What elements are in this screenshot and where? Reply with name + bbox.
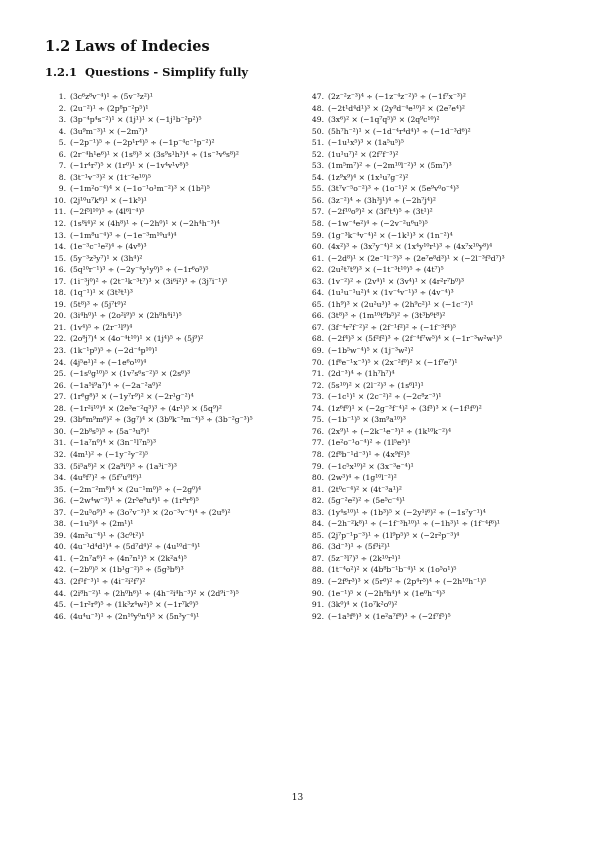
question-number: 67. <box>311 322 324 332</box>
question-number: 28. <box>53 403 66 413</box>
question-number: 58. <box>311 219 324 229</box>
question-expression: (1e⁻³c⁻¹e²)⁴ ÷ (4v⁸)³ <box>70 242 147 252</box>
question-item <box>302 507 562 519</box>
question-number: 45. <box>53 600 66 610</box>
question-item <box>302 391 562 403</box>
question-item <box>302 310 562 322</box>
question-expression: (2z⁻²z⁻³)⁴ ÷ (−1z⁻⁴z⁻²)⁵ ÷ (−1f⁷x⁻³)² <box>328 92 466 101</box>
question-item <box>302 461 562 473</box>
question-item <box>44 218 302 230</box>
question-number: 46. <box>53 611 66 621</box>
question-number: 52. <box>311 149 324 159</box>
question-number: 53. <box>311 161 324 171</box>
question-expression: (−2p⁻¹)⁵ ÷ (−2p¹r⁴)⁵ ÷ (−1p⁻⁴c⁻¹p⁻²)² <box>70 138 215 148</box>
question-expression: (1y⁴s¹⁰)¹ ÷ (1b³)⁵ × (−2y¹i⁶)² ÷ (−1s⁷y⁻¹)⁴ <box>328 507 486 517</box>
question-number: 22. <box>53 334 66 344</box>
question-number: 48. <box>311 103 324 113</box>
question-item <box>44 414 302 426</box>
question-item <box>302 380 562 392</box>
question-item <box>302 588 562 600</box>
subsection-title <box>45 65 248 79</box>
question-item <box>44 276 302 288</box>
question-item <box>302 414 562 426</box>
question-number: 72. <box>311 380 324 390</box>
question-number: 55. <box>311 184 324 194</box>
question-number: 85. <box>311 530 324 540</box>
question-item <box>44 530 302 542</box>
question-expression: (1m⁵m⁷)² ÷ (−2m¹⁰l⁻²)³ × (5m⁷)³ <box>328 161 452 171</box>
question-expression: (−1m⁸u⁻⁴)³ ÷ (−1e⁻³m¹⁰u⁴)⁴ <box>70 230 177 240</box>
question-expression: (3d⁻³)¹ ÷ (5f³i²)¹ <box>328 542 391 552</box>
question-number: 1. <box>58 92 66 101</box>
question-expression: (1t⁻⁴o²)² × (4b⁸b⁻¹b⁻⁴)¹ × (1o⁵o¹)⁵ <box>328 565 457 575</box>
question-number: 30. <box>53 426 66 436</box>
question-expression: (2w³)⁴ ÷ (1g¹⁰l⁻²)² <box>328 473 397 483</box>
question-number: 33. <box>53 461 66 471</box>
question-number: 5. <box>58 138 66 148</box>
question-expression: (3c⁶z⁸v⁻⁴)¹ ÷ (5v⁻³z²)¹ <box>70 92 153 101</box>
question-item <box>44 449 302 461</box>
question-number: 65. <box>311 299 324 309</box>
question-number: 88. <box>311 565 324 575</box>
question-item <box>44 403 302 415</box>
question-number: 57. <box>311 207 324 217</box>
question-number: 10. <box>53 195 66 205</box>
question-expression: (3t⁻¹v⁻³)² × (1t⁻²e¹⁰)⁵ <box>70 172 151 182</box>
question-item <box>44 611 302 623</box>
question-expression: (1u¹u⁷)² × (2f⁷f⁻³)² <box>328 149 399 159</box>
question-number: 12. <box>53 219 66 229</box>
question-expression: (−1a⁵f⁶)³ × (1e²a⁷f⁸)³ ÷ (−2f⁷f⁵)⁵ <box>328 611 451 621</box>
question-item <box>302 230 562 242</box>
question-item <box>44 160 302 172</box>
question-item <box>302 91 562 103</box>
question-number: 23. <box>53 346 66 356</box>
question-expression: (−1a⁵i⁹a⁷)⁴ ÷ (−2a⁻²a⁰)² <box>70 380 162 390</box>
question-expression: (−2t¹d⁴d¹)³ × (2y⁹d⁻⁴e¹⁰)² × (2e⁷e⁴)² <box>328 103 465 113</box>
question-expression: (−2w⁴w⁻³)¹ ÷ (2r⁵e⁹u⁴)¹ ÷ (1r⁸r⁸)⁵ <box>70 496 199 506</box>
question-expression: (1e⁻¹)⁵ × (−2h⁸h⁴)⁴ × (1e⁰h⁻⁴)³ <box>328 588 446 598</box>
question-number: 78. <box>311 449 324 459</box>
question-expression: (3x⁶)² × (−1q⁷q⁵)⁵ × (2q⁹c¹⁰)² <box>328 115 440 125</box>
question-expression: (−1m²o⁻⁴)⁴ × (−1o⁻¹o¹m⁻²)³ × (1b²)⁵ <box>70 184 210 194</box>
question-item <box>302 495 562 507</box>
question-number: 38. <box>53 519 66 529</box>
question-expression: (4u⁻¹d⁴d¹)⁴ ÷ (5d⁷d⁴)² ÷ (4u¹⁰d⁻⁴)¹ <box>70 542 201 552</box>
question-number: 26. <box>53 380 66 390</box>
question-expression: (1z⁹x⁹)⁴ × (1x¹u⁷g⁻²)² <box>328 172 409 182</box>
question-expression: (1u¹u⁻¹u²)⁴ × (1v⁻⁴v⁻¹)³ ÷ (4v⁻⁴)³ <box>328 288 454 298</box>
question-expression: (−2b⁰)⁵ × (1b¹g⁻²)⁵ ÷ (5g³b⁸)³ <box>70 565 184 575</box>
page-number: 13 <box>291 793 304 803</box>
question-number: 92. <box>311 611 324 621</box>
question-number: 44. <box>53 588 66 598</box>
question-number: 15. <box>53 253 66 263</box>
question-number: 14. <box>53 242 66 252</box>
question-expression: (5g⁻²e²)² ÷ (5e⁵c⁻⁴)¹ <box>328 496 406 506</box>
question-item <box>302 333 562 345</box>
question-item <box>302 553 562 565</box>
question-item <box>44 206 302 218</box>
question-expression: (−1b⁵w⁻⁴)⁵ × (1j⁻³w²)² <box>328 346 414 356</box>
question-number: 49. <box>311 115 324 125</box>
question-expression: (3k⁰)⁴ × (1o⁷k²o⁰)² <box>328 600 398 610</box>
question-number: 43. <box>53 576 66 586</box>
question-number: 68. <box>311 334 324 344</box>
question-item <box>44 137 302 149</box>
question-expression: (4x²)³ ÷ (3x⁷y⁻⁴)² × (1x⁴y¹⁰r¹)³ ÷ (4x⁷x¹⁰y⁸)⁴ <box>328 242 493 252</box>
question-number: 37. <box>53 507 66 517</box>
question-expression: (−2f⁴)³ × (5f²f²)³ ÷ (2f⁻⁴f⁷w⁵)⁴ × (−1r⁻³w²w¹)⁵ <box>328 334 503 344</box>
question-expression: (−1s⁰g¹⁰)⁵ × (1v⁷s⁶s⁻²)⁵ × (2s⁶)³ <box>70 369 191 379</box>
question-number: 42. <box>53 565 66 575</box>
question-number: 83. <box>311 507 324 517</box>
question-item <box>302 541 562 553</box>
question-item <box>44 472 302 484</box>
question-expression: (−1u¹x⁵)³ × (1a⁵u⁵)⁵ <box>328 138 404 148</box>
question-expression: (1z⁶f⁰)¹ × (−2g⁻³f⁻⁴)² ÷ (3f³)³ × (−1f¹f⁰)² <box>328 403 482 413</box>
question-list-left <box>44 91 302 622</box>
question-number: 63. <box>311 276 324 286</box>
question-item <box>302 403 562 415</box>
question-expression: (4m²u⁻⁴)¹ ÷ (3c⁰t²)¹ <box>70 530 145 540</box>
question-expression: (1s⁸i⁴)² × (4h⁸)¹ ÷ (−2h⁰)¹ × (−2h⁴h⁻³)⁴ <box>70 219 220 229</box>
question-item <box>44 495 302 507</box>
question-expression: (3u⁹m⁻³)¹ × (−2m⁷)³ <box>70 126 148 136</box>
question-number: 73. <box>311 392 324 402</box>
question-number: 36. <box>53 496 66 506</box>
question-expression: (−1r⁴r⁷)⁵ × (1r⁰)¹ × (−1v⁴v¹v⁸)⁵ <box>70 161 189 171</box>
question-expression: (−2n⁷a⁶)² ÷ (4n⁷n¹)⁵ × (2k²a⁴)⁵ <box>70 553 187 563</box>
question-expression: (−1w⁻⁴e²)⁴ ÷ (−2v⁻²u⁶u⁵)⁵ <box>328 219 428 229</box>
question-expression: (−1b⁻¹)⁵ × (3m⁹a¹⁰)³ <box>328 415 406 425</box>
question-number: 19. <box>53 299 66 309</box>
question-item <box>44 553 302 565</box>
question-item <box>44 126 302 138</box>
question-expression: (2x⁹)¹ ÷ (−2k⁻¹e⁻³)² ÷ (1k¹⁰k⁻²)⁴ <box>328 426 452 436</box>
question-number: 24. <box>53 357 66 367</box>
question-number: 61. <box>311 253 324 263</box>
question-item <box>44 518 302 530</box>
question-number: 66. <box>311 311 324 321</box>
question-number: 7. <box>58 161 66 171</box>
question-expression: (4m¹)² ÷ (−1y⁻²y⁻²)⁵ <box>70 449 149 459</box>
question-item <box>44 322 302 334</box>
question-item <box>302 299 562 311</box>
question-item <box>302 241 562 253</box>
question-number: 79. <box>311 461 324 471</box>
question-number: 74. <box>311 403 324 413</box>
question-expression: (−2h⁻²k⁸)¹ ÷ (−1f⁻³h¹⁰)¹ ÷ (−1h³)¹ ÷ (1f⁻⁴f⁶)¹ <box>328 519 500 529</box>
question-item <box>302 449 562 461</box>
question-item <box>44 599 302 611</box>
question-expression: (5s¹⁰)² × (2l⁻²)³ ÷ (1s⁶l¹)¹ <box>328 380 424 390</box>
question-item <box>302 276 562 288</box>
question-item <box>302 183 562 195</box>
question-number: 91. <box>311 600 324 610</box>
question-number: 54. <box>311 172 324 182</box>
question-item <box>44 391 302 403</box>
question-item <box>302 576 562 588</box>
question-expression: (1f⁶e⁻¹x⁻³)⁵ × (2x⁻²f⁰)² × (−1f⁷e⁷)¹ <box>328 357 458 367</box>
question-expression: (1v⁴)⁵ ÷ (2r⁻¹l⁹)⁴ <box>70 322 133 332</box>
question-expression: (5y⁻³z³y⁷)¹ × (3h⁴)² <box>70 253 143 263</box>
question-item <box>44 114 302 126</box>
question-item <box>302 564 562 576</box>
question-item <box>44 149 302 161</box>
question-expression: (1e²o⁻¹o⁻⁴)² ÷ (1l⁵e⁵)¹ <box>328 438 411 448</box>
question-number: 39. <box>53 530 66 540</box>
question-number: 3. <box>58 115 66 125</box>
question-item <box>44 287 302 299</box>
question-expression: (1r⁶g⁸)³ × (−1y⁷r⁹)² × (−2r¹g⁻²)⁴ <box>70 392 194 402</box>
question-item <box>302 518 562 530</box>
question-item <box>44 91 302 103</box>
question-expression: (−2b⁸s⁵)⁵ ÷ (5a⁻³u⁹)¹ <box>70 426 150 436</box>
question-expression: (2u²t⁷t⁹)³ × (−1t⁻³t¹⁰)⁵ ÷ (4t⁷)⁵ <box>328 265 444 275</box>
question-number: 6. <box>58 149 66 159</box>
question-expression: (−1r²r⁹)⁵ ÷ (1k³z⁴w²)⁵ × (−1r⁷k⁰)⁵ <box>70 600 199 610</box>
question-number: 64. <box>311 288 324 298</box>
question-item <box>302 149 562 161</box>
question-item <box>44 172 302 184</box>
question-number: 21. <box>53 322 66 332</box>
question-item <box>44 299 302 311</box>
question-number: 82. <box>311 496 324 506</box>
question-item <box>302 206 562 218</box>
question-list-right <box>302 91 562 622</box>
question-expression: (2f⁸b⁻¹d⁻³)¹ ÷ (4x⁹f²)⁵ <box>328 449 410 459</box>
question-expression: (1h⁹)³ × (2u²u³)³ ÷ (2h⁹c²)¹ × (−1c⁻²)¹ <box>328 299 474 309</box>
question-item <box>302 345 562 357</box>
question-number: 31. <box>53 438 66 448</box>
question-item <box>302 611 562 623</box>
question-item <box>44 368 302 380</box>
question-number: 62. <box>311 265 324 275</box>
question-item <box>44 588 302 600</box>
question-expression: (−2f⁶r³)³ × (5r⁰)² ÷ (2p⁴r⁵)⁴ ÷ (−2h¹⁰h⁻¹)⁵ <box>328 576 487 586</box>
question-expression: (−1c¹)¹ × (2c⁻²)² ÷ (−2c⁸z⁻³)¹ <box>328 392 442 402</box>
question-item <box>302 599 562 611</box>
question-expression: (1g⁻³k⁻⁴v⁻⁴)² × (−1k¹)³ × (1n⁻²)⁴ <box>328 230 453 240</box>
question-item <box>44 426 302 438</box>
question-expression: (2t⁰c⁻⁴)² × (4t⁻³a¹)² <box>328 484 402 494</box>
question-expression: (4u⁸f⁷)² ÷ (5f⁷u⁰l⁶)¹ <box>70 473 142 483</box>
question-expression: (3t⁸)³ ÷ (1m¹⁰t⁹b⁵)² ÷ (3t³b⁶t⁸)² <box>328 311 446 321</box>
question-number: 69. <box>311 346 324 356</box>
question-expression: (2f¹f⁻³)¹ ÷ (4i⁻²i²f⁷)² <box>70 576 146 586</box>
question-item <box>302 114 562 126</box>
question-number: 81. <box>311 484 324 494</box>
question-item <box>302 103 562 115</box>
question-item <box>44 230 302 242</box>
question-number: 9. <box>58 184 66 194</box>
question-number: 11. <box>53 207 66 217</box>
question-item <box>302 137 562 149</box>
question-expression: (−1r²i¹⁰)⁴ × (2e³e⁻²q³)³ ÷ (4r¹)⁵ × (5q⁹)² <box>70 403 222 413</box>
question-number: 20. <box>53 311 66 321</box>
question-expression: (2d⁻³)⁴ ÷ (1h⁷h⁷)⁴ <box>328 369 395 379</box>
question-expression: (2j¹⁰u⁷k⁶)¹ × (−1k⁵)¹ <box>70 195 147 205</box>
question-expression: (5z⁻³l⁷)³ ÷ (2k¹⁰r¹)¹ <box>328 553 401 563</box>
question-expression: (5t⁸)³ ÷ (5j⁷t⁰)² <box>70 299 127 309</box>
question-item <box>302 195 562 207</box>
question-number: 56. <box>311 195 324 205</box>
question-number: 4. <box>58 126 66 136</box>
question-item <box>44 103 302 115</box>
question-item <box>302 426 562 438</box>
question-item <box>44 437 302 449</box>
question-expression: (2u⁻²)¹ ÷ (2p⁸p⁻²p⁵)¹ <box>70 103 149 113</box>
question-number: 29. <box>53 415 66 425</box>
question-item <box>302 160 562 172</box>
question-expression: (2o⁸j⁷)⁴ × (4o⁻⁴t¹⁰)¹ × (1j⁴)⁵ ÷ (5j⁹)² <box>70 334 204 344</box>
question-number: 75. <box>311 415 324 425</box>
question-expression: (−2f⁵l¹⁰)⁵ ÷ (4l⁶l⁻⁴)⁵ <box>70 207 145 217</box>
question-number: 47. <box>311 92 324 101</box>
question-item <box>44 380 302 392</box>
question-number: 50. <box>311 126 324 136</box>
question-number: 76. <box>311 426 324 436</box>
question-expression: (3f⁻⁴r⁷f⁻²)² ÷ (2f⁻¹f²)² ÷ (−1f⁻³f⁴)⁵ <box>328 322 456 332</box>
question-item <box>302 253 562 265</box>
question-number: 51. <box>311 138 324 148</box>
question-item <box>302 530 562 542</box>
question-number: 59. <box>311 230 324 240</box>
question-expression: (−2m⁻²m⁸)⁴ × (2u⁻¹m⁰)⁵ ÷ (−2g⁰)⁴ <box>70 484 202 494</box>
question-item <box>302 322 562 334</box>
question-expression: (4j⁵e¹)² ÷ (−1e⁶o¹⁰)⁴ <box>70 357 147 367</box>
question-expression: (3z⁻²)⁴ ÷ (3h³j¹)⁴ ÷ (−2h⁷j⁴)² <box>328 195 436 205</box>
question-item <box>44 183 302 195</box>
question-item <box>302 472 562 484</box>
question-number: 80. <box>311 473 324 483</box>
question-expression: (5q¹⁰r⁻¹)³ ÷ (−2y⁻⁴y¹y⁰)⁵ ÷ (−1r⁶o⁵)⁵ <box>70 265 209 275</box>
question-expression: (−2f¹⁰o⁹)² × (3f⁷t⁴)⁵ ÷ (3t¹)² <box>328 207 433 217</box>
question-item <box>44 310 302 322</box>
question-number: 16. <box>53 265 66 275</box>
question-number: 70. <box>311 357 324 367</box>
question-item <box>302 264 562 276</box>
question-number: 40. <box>53 542 66 552</box>
question-item <box>302 218 562 230</box>
question-expression: (3t⁷v⁻⁵o⁻²)³ ÷ (1o⁻¹)² × (5e⁹v⁰o⁻⁴)³ <box>328 184 459 194</box>
question-item <box>44 541 302 553</box>
question-number: 89. <box>311 576 324 586</box>
question-number: 41. <box>53 553 66 563</box>
section-number: 1.2 <box>45 38 71 55</box>
question-item <box>44 357 302 369</box>
question-item <box>44 345 302 357</box>
question-item <box>302 357 562 369</box>
subsection-title-text: Questions - Simplify fully <box>85 65 249 79</box>
question-number: 34. <box>53 473 66 483</box>
question-number: 13. <box>53 230 66 240</box>
question-expression: (−1c⁵x¹⁰)² × (3x⁻³e⁻⁴)¹ <box>328 461 414 471</box>
question-number: 84. <box>311 519 324 529</box>
question-number: 87. <box>311 553 324 563</box>
question-number: 8. <box>58 172 66 182</box>
question-item <box>44 484 302 496</box>
question-item <box>302 287 562 299</box>
question-number: 86. <box>311 542 324 552</box>
question-expression: (2i⁸h⁻²)¹ ÷ (2h⁰h⁶)¹ ÷ (4h⁻²i⁴h⁻³)² × (2d⁹i⁻³)⁵ <box>70 588 239 598</box>
question-item <box>44 333 302 345</box>
question-item <box>302 126 562 138</box>
question-item <box>44 264 302 276</box>
question-item <box>302 172 562 184</box>
question-expression: (3i⁴h⁰)¹ ÷ (2o²i⁹)⁵ × (2h⁸h⁴i¹)⁵ <box>70 311 182 321</box>
question-number: 90. <box>311 588 324 598</box>
question-number: 77. <box>311 438 324 448</box>
question-number: 27. <box>53 392 66 402</box>
question-item <box>44 195 302 207</box>
question-number: 32. <box>53 449 66 459</box>
question-expression: (1q⁻¹)¹ × (3t³t¹)³ <box>70 288 133 298</box>
question-number: 71. <box>311 369 324 379</box>
question-expression: (2j⁷p⁻¹p⁻³)¹ ÷ (1l⁹p⁵)⁵ × (−2r²p⁻³)⁴ <box>328 530 460 540</box>
question-item <box>44 461 302 473</box>
question-number: 18. <box>53 288 66 298</box>
question-item <box>44 564 302 576</box>
subsection-number: 1.2.1 <box>45 65 78 79</box>
question-item <box>44 576 302 588</box>
question-item <box>302 368 562 380</box>
question-expression: (3b⁶m⁹m⁶)² ÷ (3g⁷)⁴ × (3b⁰k⁻³m⁻⁴)³ ÷ (3b⁻²g⁻³)⁵ <box>70 415 253 425</box>
question-item <box>44 253 302 265</box>
question-number: 2. <box>58 103 66 113</box>
question-number: 60. <box>311 242 324 252</box>
section-title <box>45 38 210 55</box>
question-item <box>302 437 562 449</box>
question-expression: (−2d⁸)¹ × (2e⁻¹l⁻³)³ ÷ (2e⁷e⁸d³)¹ × (−2l⁻³f³d⁷)³ <box>328 253 505 263</box>
question-number: 25. <box>53 369 66 379</box>
question-expression: (1k⁻¹p⁵)⁵ ÷ (−2d⁻⁴p¹⁰)¹ <box>70 346 158 356</box>
section-title-text: Laws of Indecies <box>75 38 210 55</box>
question-expression: (4u⁴u⁻³)¹ ÷ (2n¹⁰y⁰n⁴)³ × (5n³y⁻⁴)¹ <box>70 611 200 621</box>
question-expression: (5i⁵a⁸)² × (2a⁹i⁰)³ ÷ (1a³i⁻³)³ <box>70 461 177 471</box>
question-item <box>44 241 302 253</box>
question-expression: (1i⁻³j⁰)² ÷ (2t⁻¹k⁻³t⁷)³ × (3i⁶i²)³ ÷ (3j⁷i⁻¹)⁵ <box>70 276 228 286</box>
question-expression: (−2u⁵o⁹)³ ÷ (3o⁷v⁻³)³ × (2o⁻³v⁻⁴)⁴ ÷ (2u⁸)² <box>70 507 231 517</box>
question-item <box>44 507 302 519</box>
question-expression: (5h⁷h⁻²)¹ × (−1d⁻⁴r⁴d⁴)³ ÷ (−1d⁻³d⁶)² <box>328 126 471 136</box>
question-expression: (2r⁻⁴h¹e⁶)¹ × (1s⁸)³ × (3s⁹s¹h³)⁴ ÷ (1s⁻³v⁶s⁸)² <box>70 149 239 159</box>
question-expression: (−1u³)⁴ ÷ (2m¹)¹ <box>70 519 134 529</box>
question-expression: (3p⁻⁴p⁴s⁻²)¹ × (1j¹)¹ × (−1j¹b⁻²p²)⁵ <box>70 115 202 125</box>
question-number: 17. <box>53 276 66 286</box>
question-number: 35. <box>53 484 66 494</box>
question-expression: (1v⁻²)² ÷ (2v⁴)¹ × (3v⁴)¹ × (4r²r⁷b⁰)³ <box>328 276 465 286</box>
question-item <box>302 484 562 496</box>
question-expression: (−1a⁷n⁰)⁴ × (3n⁻¹l⁷n⁵)³ <box>70 438 157 448</box>
